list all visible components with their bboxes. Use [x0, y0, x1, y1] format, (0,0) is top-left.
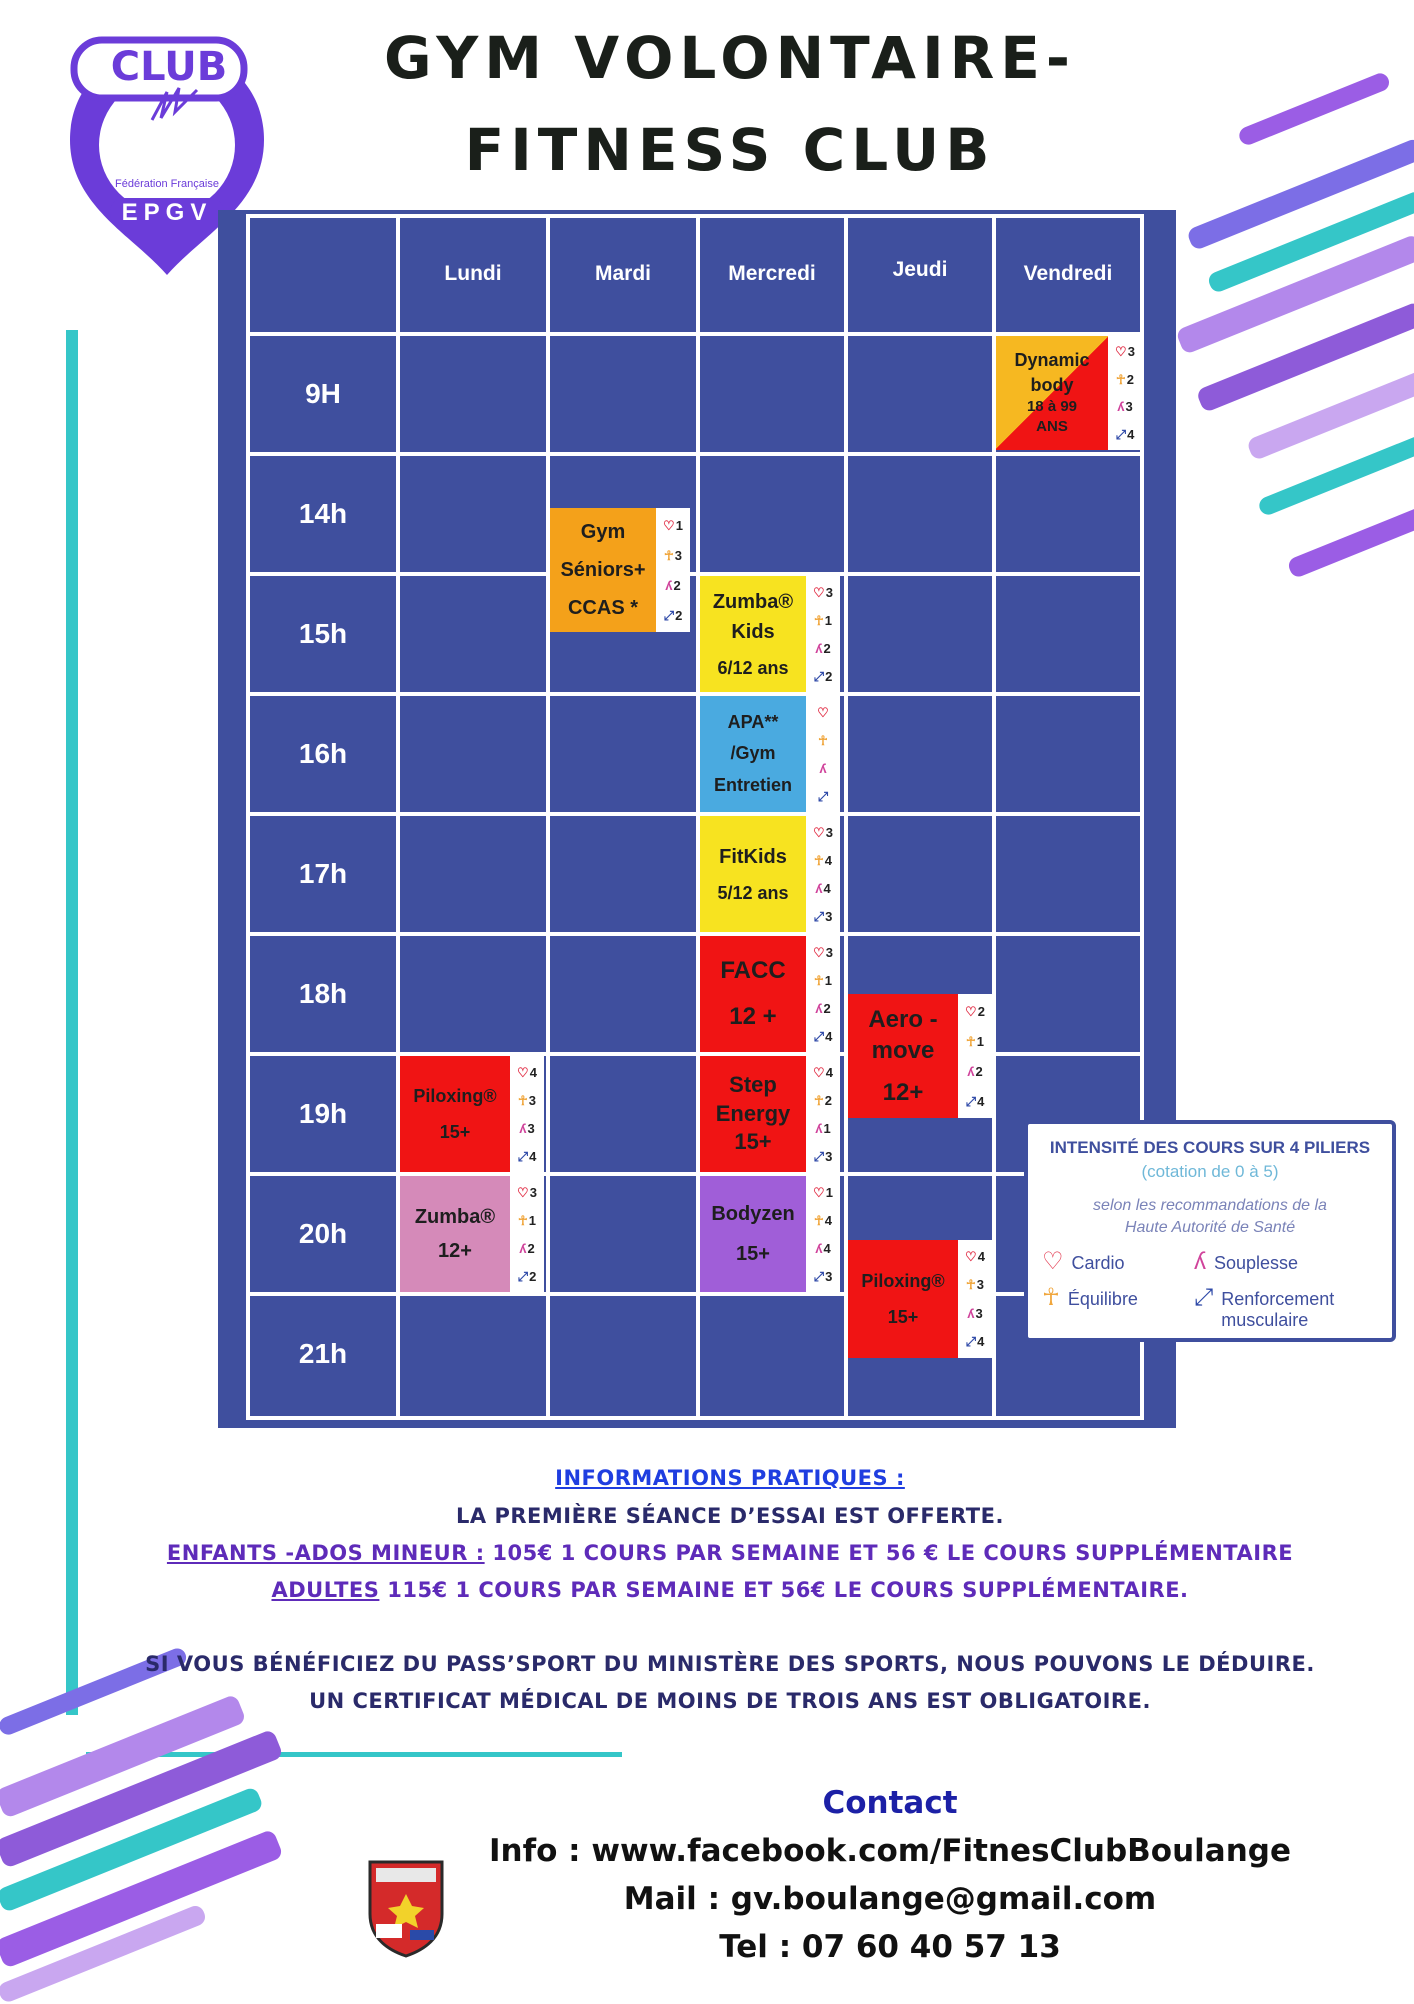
- souplesse-icon: ʎ: [815, 880, 823, 896]
- course-line: 15+: [887, 1307, 919, 1327]
- cardio-rating: 1: [675, 517, 683, 533]
- renforcement-rating: 2: [825, 668, 833, 684]
- course-line: body: [1030, 374, 1074, 395]
- renforcement-rating: 3: [825, 1148, 833, 1164]
- course-line: move: [871, 1037, 935, 1065]
- course-line: Gym: [580, 521, 626, 543]
- legend-equilibre-label: Équilibre: [1067, 1289, 1138, 1309]
- cardio-rating: 4: [529, 1064, 537, 1080]
- equilibre-icon: ☥: [818, 732, 828, 748]
- title-line-2: FITNESS CLUB: [464, 116, 996, 184]
- equilibre-icon: ☥: [1116, 371, 1126, 387]
- course-aero-move[interactable]: [848, 994, 958, 1118]
- renforcement-icon: ⤢: [965, 1093, 977, 1109]
- course-zumba-kids[interactable]: [700, 576, 806, 692]
- equilibre-rating: 3: [528, 1092, 536, 1108]
- souplesse-rating: 3: [527, 1120, 535, 1136]
- contact-mail[interactable]: Mail : gv.boulange@gmail.com: [623, 1881, 1157, 1917]
- cardio-icon: ♡: [1115, 344, 1127, 360]
- souplesse-icon: ʎ: [967, 1305, 975, 1321]
- rating-pill: [656, 508, 690, 632]
- cardio-icon: ♡: [517, 1184, 529, 1200]
- course-line: 12+: [438, 1240, 472, 1262]
- hour-20h: 20h: [298, 1218, 348, 1249]
- renforcement-icon: ⤢: [517, 1148, 529, 1164]
- info-kids: [110, 1541, 1350, 1565]
- course-line: 5/12 ans: [717, 882, 789, 903]
- equilibre-rating: 1: [824, 972, 832, 988]
- equilibre-rating: 3: [674, 547, 682, 563]
- souplesse-icon: ʎ: [815, 1240, 823, 1256]
- contact-tel[interactable]: Tel : 07 60 40 57 13: [719, 1929, 1061, 1965]
- legend-renforcement: [1194, 1286, 1334, 1330]
- course-line: 15+: [734, 1129, 772, 1155]
- souplesse-rating: 4: [823, 1240, 831, 1256]
- rating-pill: [806, 696, 840, 812]
- rating-pill: [958, 994, 992, 1118]
- equilibre-rating: 2: [824, 1092, 832, 1108]
- course-line: 15+: [736, 1243, 770, 1265]
- souplesse-icon: ʎ: [815, 1120, 823, 1136]
- equilibre-icon: ☥: [966, 1277, 976, 1293]
- equilibre-icon: ☥: [814, 852, 824, 868]
- equilibre-rating: 4: [824, 1212, 832, 1228]
- course-line: Bodyzen: [711, 1203, 795, 1225]
- title-line-1: GYM VOLONTAIRE-: [383, 24, 1077, 92]
- renforcement-icon: ⤢: [1194, 1284, 1214, 1311]
- cardio-rating: 3: [529, 1184, 537, 1200]
- renforcement-icon: ⤢: [813, 908, 825, 924]
- hour-19h: 19h: [298, 1098, 348, 1129]
- renforcement-rating: 2: [675, 607, 683, 623]
- cardio-icon: ♡: [663, 517, 675, 533]
- day-jeudi: Jeudi: [892, 258, 948, 281]
- rating-pill: [806, 1176, 840, 1292]
- rating-pill: [806, 936, 840, 1052]
- day-mercredi: Mercredi: [728, 262, 816, 285]
- renforcement-rating: 3: [825, 908, 833, 924]
- rating-pill: [806, 816, 840, 932]
- hour-9h: 9H: [305, 378, 341, 409]
- equilibre-rating: 4: [824, 852, 832, 868]
- course-line: FitKids: [719, 845, 787, 868]
- legend-equilibre: [1042, 1286, 1138, 1310]
- cardio-rating: 3: [825, 584, 833, 600]
- cardio-icon: ♡: [813, 944, 825, 960]
- course-line: Kids: [731, 620, 775, 643]
- course-piloxing-jeudi[interactable]: [848, 1240, 958, 1358]
- legend-cardio: [1042, 1250, 1125, 1274]
- legend-souplesse-label: Souplesse: [1214, 1253, 1299, 1273]
- course-line: Zumba®: [712, 590, 794, 613]
- course-step-energy[interactable]: [700, 1056, 806, 1172]
- info-kids-text: 105€ 1 COURS PAR SEMAINE ET 56 € LE COURS SUPPLÉMENTAIRE: [484, 1541, 1294, 1565]
- contact-info[interactable]: Info : www.facebook.com/FitnesClubBoulange: [489, 1833, 1291, 1869]
- souplesse-icon: ʎ: [665, 577, 673, 593]
- cardio-rating: 1: [825, 1184, 833, 1200]
- cardio-icon: ♡: [817, 704, 829, 720]
- course-line: 15+: [439, 1122, 471, 1142]
- course-line: Entretien: [713, 774, 792, 795]
- souplesse-icon: ʎ: [1194, 1248, 1206, 1275]
- course-piloxing-lundi[interactable]: [400, 1056, 510, 1172]
- souplesse-rating: 2: [823, 1000, 831, 1016]
- intensity-legend: [1024, 1120, 1396, 1342]
- renforcement-rating: 4: [977, 1093, 985, 1109]
- souplesse-icon: ʎ: [819, 760, 827, 776]
- souplesse-icon: ʎ: [815, 640, 823, 656]
- hour-17h: 17h: [298, 858, 348, 889]
- course-line: Piloxing®: [413, 1086, 497, 1106]
- legend-title: INTENSITÉ DES COURS SUR 4 PILIERS: [1049, 1138, 1371, 1157]
- souplesse-rating: 2: [527, 1240, 535, 1256]
- souplesse-rating: 2: [823, 640, 831, 656]
- course-zumba-adult[interactable]: [400, 1176, 510, 1292]
- renforcement-icon: ⤢: [965, 1334, 977, 1350]
- renforcement-rating: 3: [825, 1268, 833, 1284]
- legend-note-1: selon les recommandations de la: [1093, 1197, 1327, 1214]
- equilibre-icon: ☥: [966, 1033, 976, 1049]
- day-vendredi: Vendredi: [1023, 262, 1113, 285]
- rating-pill: [510, 1176, 544, 1292]
- renforcement-icon: ⤢: [813, 1268, 825, 1284]
- course-line: Piloxing®: [861, 1271, 945, 1291]
- equilibre-icon: ☥: [518, 1212, 528, 1228]
- renforcement-rating: 4: [825, 1028, 833, 1044]
- course-line: 12 +: [729, 1003, 777, 1030]
- course-line: /Gym: [730, 743, 776, 764]
- equilibre-rating: 1: [824, 612, 832, 628]
- course-apa-gym[interactable]: [700, 696, 806, 812]
- logo-federation-text: Fédération Française: [115, 178, 219, 190]
- souplesse-rating: 2: [673, 577, 681, 593]
- cardio-rating: 2: [977, 1003, 985, 1019]
- cardio-rating: 3: [825, 944, 833, 960]
- cardio-icon: ♡: [1042, 1248, 1064, 1275]
- souplesse-icon: ʎ: [519, 1120, 527, 1136]
- souplesse-rating: 2: [975, 1063, 983, 1079]
- souplesse-rating: 3: [975, 1305, 983, 1321]
- souplesse-rating: 1: [823, 1120, 831, 1136]
- info-heading: [110, 1466, 1350, 1490]
- course-line: CCAS *: [567, 597, 638, 619]
- cardio-icon: ♡: [813, 584, 825, 600]
- info-heading-text: INFORMATIONS PRATIQUES :: [555, 1466, 905, 1490]
- souplesse-icon: ʎ: [967, 1063, 975, 1079]
- legend-renforcement-line1: Renforcement: [1221, 1289, 1335, 1309]
- course-fitkids[interactable]: [700, 816, 806, 932]
- equilibre-icon: ☥: [814, 1092, 824, 1108]
- rating-pill: [958, 1240, 992, 1358]
- coat-of-arms-icon: [366, 1858, 446, 1958]
- cardio-icon: ♡: [517, 1064, 529, 1080]
- course-line: 18 à 99: [1026, 398, 1078, 416]
- renforcement-rating: 4: [1127, 426, 1135, 442]
- renforcement-icon: ⤢: [1115, 426, 1127, 442]
- souplesse-rating: 4: [823, 880, 831, 896]
- hour-21h: 21h: [298, 1338, 348, 1369]
- souplesse-icon: ʎ: [1117, 399, 1125, 415]
- course-line: Zumba®: [414, 1206, 496, 1228]
- renforcement-rating: 4: [529, 1148, 537, 1164]
- info-adults: [110, 1578, 1350, 1602]
- legend-renforcement-line2: musculaire: [1221, 1309, 1309, 1330]
- info-certificat: UN CERTIFICAT MÉDICAL DE MOINS DE TROIS ANS EST OBLIGATOIRE.: [309, 1689, 1151, 1713]
- cardio-icon: ♡: [813, 1064, 825, 1080]
- souplesse-icon: ʎ: [519, 1240, 527, 1256]
- cardio-rating: 4: [977, 1248, 985, 1264]
- renforcement-icon: ⤢: [813, 668, 825, 684]
- cardio-rating: 4: [825, 1064, 833, 1080]
- rating-pill: [806, 576, 840, 692]
- cardio-rating: 3: [1127, 344, 1135, 360]
- renforcement-icon: ⤢: [813, 1148, 825, 1164]
- course-line: 6/12 ans: [717, 657, 789, 678]
- renforcement-icon: ⤢: [663, 607, 675, 623]
- course-line: APA**: [727, 711, 779, 732]
- hour-14h: 14h: [298, 498, 348, 529]
- left-accent-bar: [66, 330, 78, 1715]
- legend-subtitle: (cotation de 0 à 5): [1141, 1162, 1279, 1181]
- cardio-icon: ♡: [813, 824, 825, 840]
- logo-epgv-text: EPGV: [121, 199, 213, 226]
- hour-15h: 15h: [298, 618, 348, 649]
- hour-16h: 16h: [298, 738, 348, 769]
- equilibre-icon: ☥: [814, 1212, 824, 1228]
- equilibre-icon: ☥: [814, 612, 824, 628]
- renforcement-icon: ⤢: [817, 788, 829, 804]
- day-mardi: Mardi: [594, 262, 651, 285]
- equilibre-rating: 1: [528, 1212, 536, 1228]
- cardio-icon: ♡: [965, 1248, 977, 1264]
- course-facc[interactable]: [700, 936, 806, 1052]
- course-line: ANS: [1036, 418, 1068, 436]
- legend-renforcement-label: [1221, 1286, 1334, 1330]
- info-pass-sport: SI VOUS BÉNÉFICIEZ DU PASS’SPORT DU MINISTÈRE DES SPORTS, NOUS POUVONS LE DÉDUIRE.: [145, 1652, 1315, 1676]
- legend-note-2: Haute Autorité de Santé: [1124, 1219, 1296, 1236]
- course-bodyzen[interactable]: [700, 1176, 806, 1292]
- course-line: Step: [729, 1072, 777, 1098]
- equilibre-icon: ☥: [664, 547, 674, 563]
- legend-souplesse: [1194, 1250, 1298, 1274]
- course-line: Séniors+: [560, 559, 646, 581]
- cardio-icon: ♡: [965, 1003, 977, 1019]
- rating-pill: [806, 1056, 840, 1172]
- course-line: Aero -: [868, 1006, 938, 1034]
- rating-pill: [1108, 336, 1142, 450]
- course-line: FACC: [720, 957, 786, 985]
- info-line-1: LA PREMIÈRE SÉANCE D’ESSAI EST OFFERTE.: [456, 1504, 1004, 1528]
- course-dynamic-body[interactable]: [996, 336, 1108, 450]
- equilibre-rating: 3: [976, 1277, 984, 1293]
- day-lundi: Lundi: [444, 262, 502, 285]
- info-adults-text: 115€ 1 COURS PAR SEMAINE ET 56€ LE COURS SUPPLÉMENTAIRE.: [379, 1578, 1189, 1602]
- renforcement-rating: 4: [977, 1334, 985, 1350]
- equilibre-rating: 1: [976, 1033, 984, 1049]
- info-kids-label: ENFANTS -ADOS MINEUR :: [166, 1541, 485, 1565]
- equilibre-rating: 2: [1126, 371, 1134, 387]
- souplesse-rating: 3: [1125, 399, 1133, 415]
- info-adults-label: ADULTES: [271, 1578, 380, 1602]
- cardio-icon: ♡: [813, 1184, 825, 1200]
- equilibre-icon: ☥: [1042, 1284, 1060, 1311]
- logo-club-text: CLUB: [110, 44, 228, 90]
- souplesse-icon: ʎ: [815, 1000, 823, 1016]
- course-line: 12+: [882, 1078, 924, 1106]
- rating-pill: [510, 1056, 544, 1172]
- cardio-rating: 3: [825, 824, 833, 840]
- equilibre-icon: ☥: [518, 1092, 528, 1108]
- renforcement-icon: ⤢: [517, 1268, 529, 1284]
- hour-18h: 18h: [298, 978, 348, 1009]
- course-line: Dynamic: [1014, 350, 1090, 371]
- contact-heading: Contact: [822, 1785, 958, 1821]
- renforcement-rating: 2: [529, 1268, 537, 1284]
- equilibre-icon: ☥: [814, 972, 824, 988]
- course-line: Energy: [715, 1100, 791, 1126]
- course-gym-seniors[interactable]: [550, 508, 656, 632]
- legend-cardio-label: Cardio: [1071, 1253, 1125, 1273]
- renforcement-icon: ⤢: [813, 1028, 825, 1044]
